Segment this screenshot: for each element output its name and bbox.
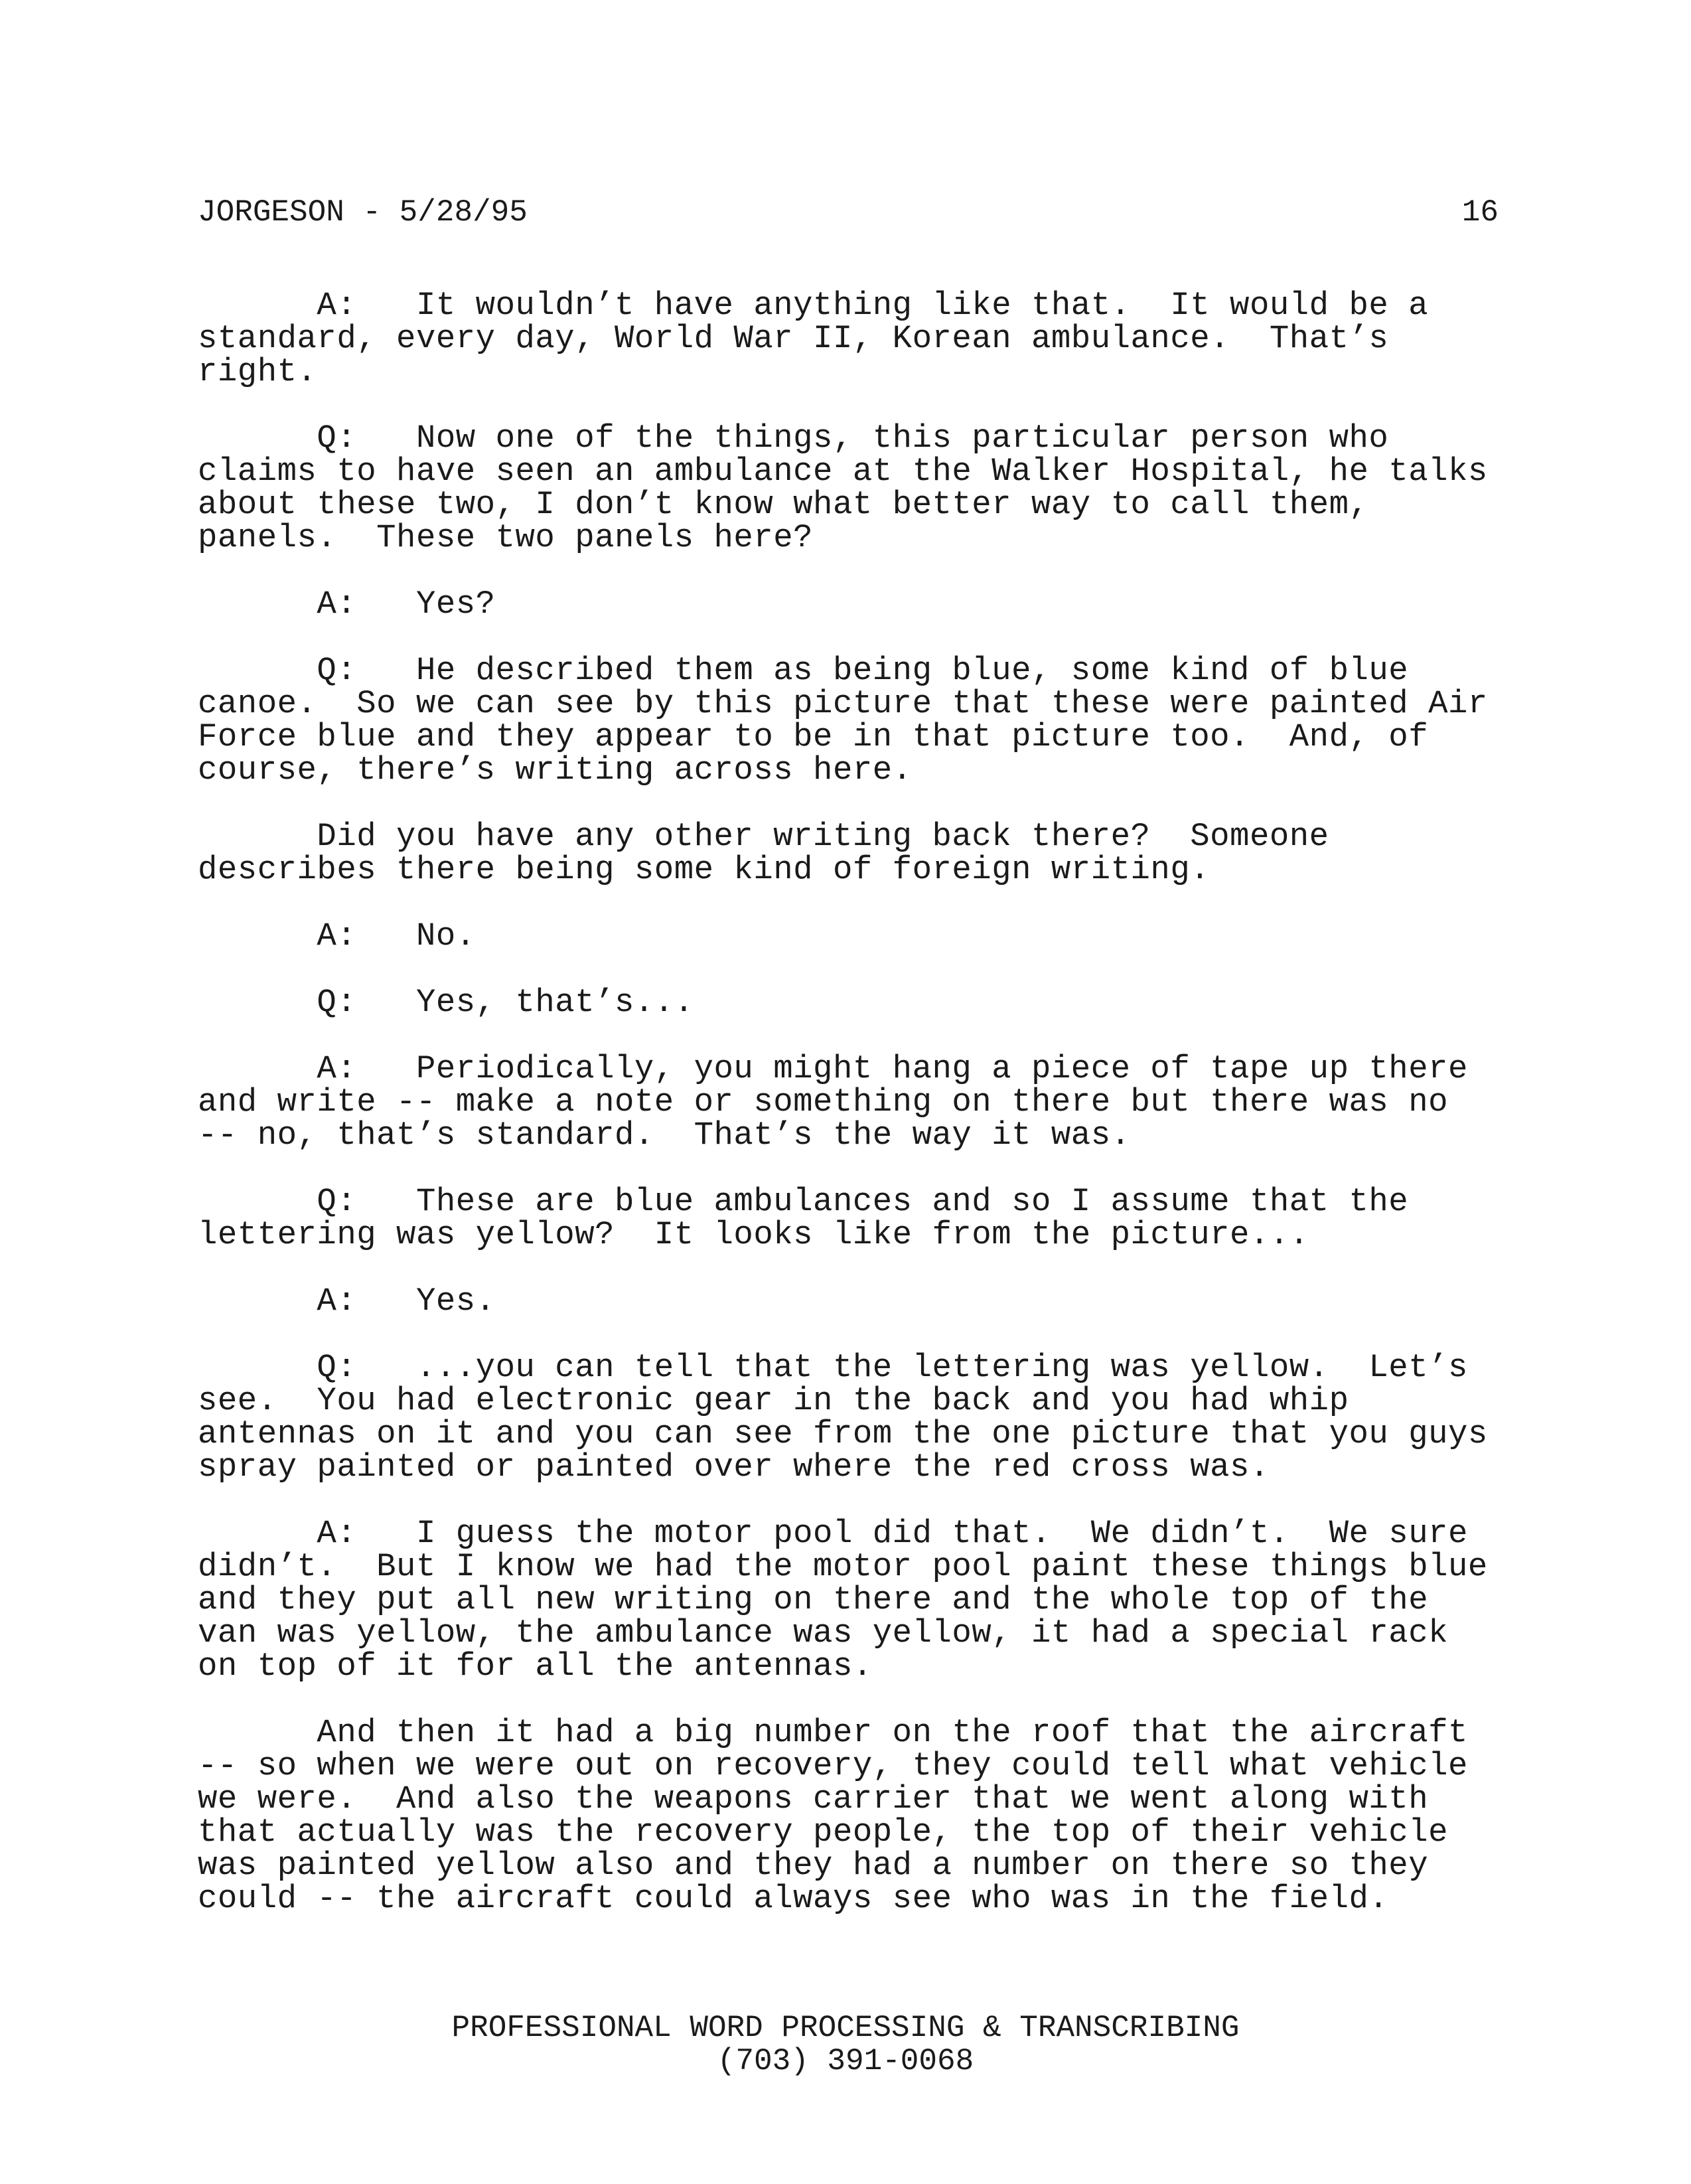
transcript-line: Did you have any other writing back there? Someone [198,818,1329,855]
transcript-paragraph [198,1517,1499,1683]
transcript-line: standard, every day, World War II, Korean ambulance. That’s [198,320,1389,357]
transcript-line: and write -- make a note or something on there but there was no [198,1083,1449,1121]
transcript-paragraph [198,986,1499,1019]
footer-phone: (703) 391-0068 [717,2044,974,2078]
page-footer [0,2011,1691,2078]
transcript-paragraph [198,587,1499,621]
transcript-line: describes there being some kind of foreign writing. [198,851,1211,888]
transcript-line: about these two, I don’t know what better way to call them, [198,486,1369,523]
transcript-line: right. [198,353,317,390]
transcript-line: panels. These two panels here? [198,519,814,556]
transcript-line: van was yellow, the ambulance was yellow, it had a special rack [198,1614,1449,1652]
transcript-line: Q: He described them as being blue, some kind of blue [198,652,1409,689]
transcript-line: was painted yellow also and they had a number on there so they [198,1847,1429,1884]
transcript-line: lettering was yellow? It looks like from the picture... [198,1216,1309,1253]
transcript-paragraph [198,1185,1499,1251]
transcript-line: claims to have seen an ambulance at the Walker Hospital, he talks [198,453,1488,490]
transcript-paragraph [198,422,1499,554]
transcript-paragraph [198,1351,1499,1484]
transcript-line: And then it had a big number on the roof that the aircraft [198,1714,1468,1751]
transcript-paragraph [198,820,1499,886]
transcript-paragraph [198,654,1499,787]
transcript-line: A: It wouldn’t have anything like that. It would be a [198,287,1429,324]
transcript-line: -- no, that’s standard. That’s the way it was. [198,1117,1131,1154]
header-title: JORGESON - 5/28/95 [198,195,528,230]
transcript-paragraph [198,289,1499,388]
transcript-line: see. You had electronic gear in the back and you had whip [198,1382,1349,1419]
transcript-line: could -- the aircraft could always see who was in the field. [198,1880,1389,1917]
transcript-line: canoe. So we can see by this picture that these were painted Air [198,685,1488,722]
transcript-line: A: Periodically, you might hang a piece of tape up there [198,1050,1468,1087]
transcript-paragraph [198,919,1499,953]
transcript-line: Q: These are blue ambulances and so I assume that the [198,1183,1409,1220]
transcript-line: spray painted or painted over where the red cross was. [198,1448,1270,1486]
transcript-line: A: I guess the motor pool did that. We didn’t. We sure [198,1515,1468,1552]
transcript-line: on top of it for all the antennas. [198,1648,873,1685]
transcript-paragraph [198,1716,1499,1915]
transcript-line: Q: Yes, that’s... [198,984,694,1021]
transcript-line: and they put all new writing on there and the whole top of the [198,1581,1429,1618]
page-number: 16 [1461,195,1499,230]
transcript-paragraph [198,1052,1499,1152]
transcript-body [198,289,1499,1948]
transcript-line: we were. And also the weapons carrier that we went along with [198,1780,1429,1818]
transcript-line: A: Yes. [198,1283,496,1320]
transcript-line: course, there’s writing across here. [198,751,913,789]
footer-company: PROFESSIONAL WORD PROCESSING & TRANSCRIBING [451,2011,1240,2045]
transcript-line: Force blue and they appear to be in that picture too. And, of [198,718,1429,755]
transcript-line: antennas on it and you can see from the one picture that you guys [198,1415,1488,1452]
page-header [198,193,1499,232]
transcript-line: Q: Now one of the things, this particular person who [198,420,1389,457]
transcript-line: A: Yes? [198,585,496,623]
transcript-paragraph [198,1285,1499,1318]
transcript-line: Q: ...you can tell that the lettering was yellow. Let’s [198,1349,1468,1386]
transcript-line: A: No. [198,917,476,955]
transcript-line: -- so when we were out on recovery, they could tell what vehicle [198,1747,1468,1784]
transcript-line: didn’t. But I know we had the motor pool paint these things blue [198,1548,1488,1585]
transcript-line: that actually was the recovery people, the top of their vehicle [198,1814,1449,1851]
